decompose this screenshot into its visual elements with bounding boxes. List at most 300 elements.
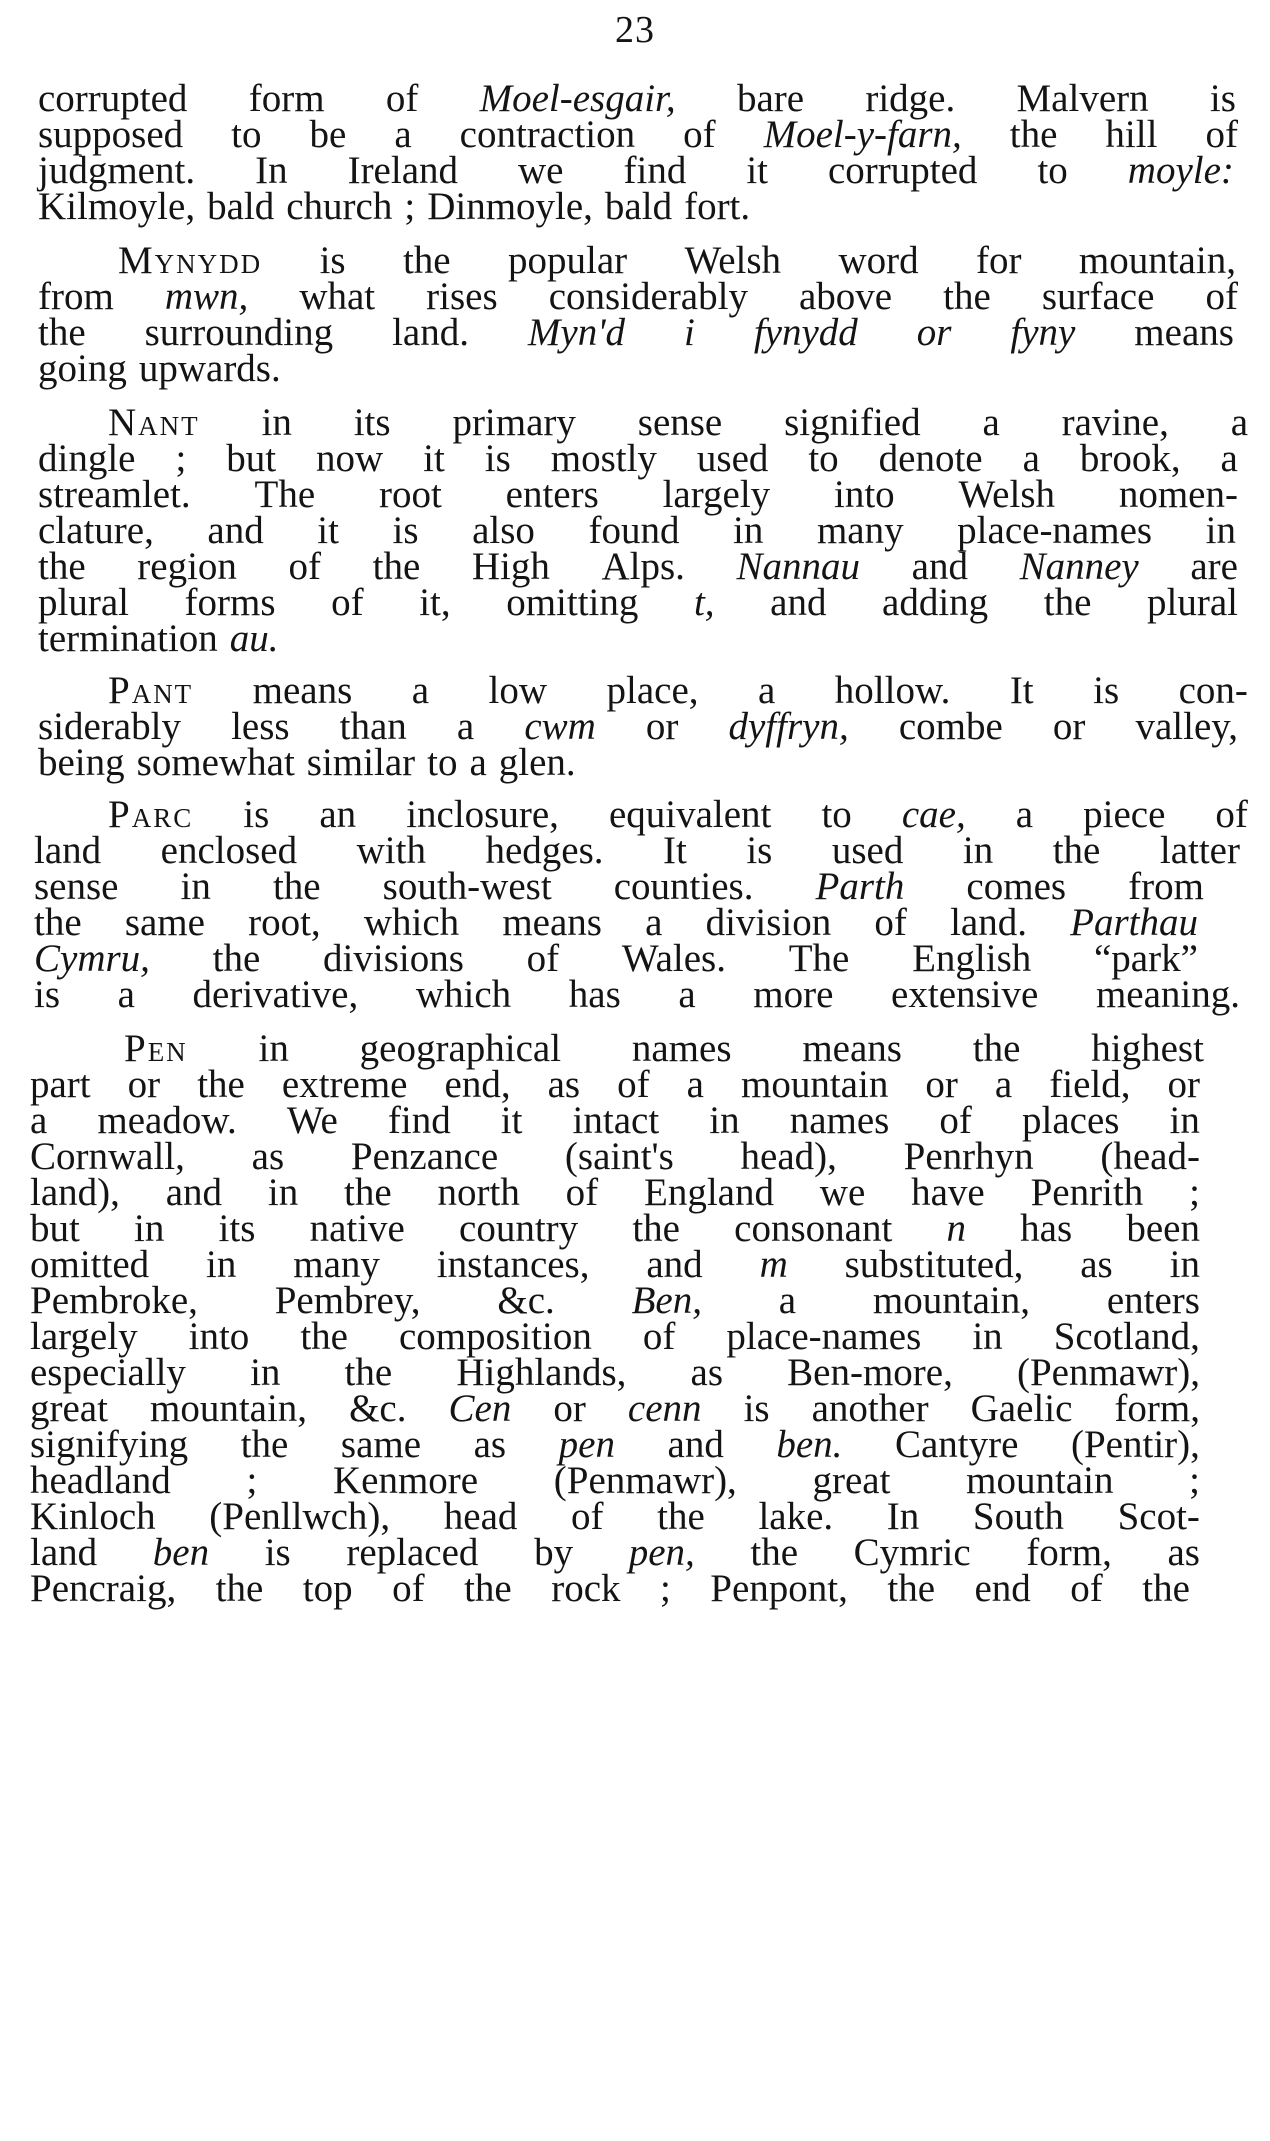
word: mountain	[741, 1063, 889, 1106]
word: a	[1015, 793, 1034, 836]
word: of	[683, 113, 716, 156]
word: Kinloch	[30, 1495, 156, 1538]
word: as	[547, 1063, 581, 1106]
word: i	[684, 311, 695, 354]
word: the	[344, 1351, 393, 1394]
word: ridge.	[865, 77, 956, 120]
word: or	[925, 1063, 958, 1106]
word: Alps.	[601, 545, 685, 588]
word: Pembrey,	[274, 1279, 421, 1322]
word: signified	[784, 401, 921, 444]
word: (saint's	[564, 1135, 674, 1178]
word: more	[753, 973, 834, 1016]
word: Penrhyn	[903, 1135, 1034, 1178]
word: a	[778, 1279, 797, 1322]
word: the	[943, 275, 991, 318]
word: pen,	[628, 1531, 695, 1574]
word: nomen-	[1118, 473, 1238, 516]
word: and	[770, 581, 827, 624]
word: or	[127, 1063, 161, 1106]
word: end,	[444, 1063, 511, 1106]
word: ;	[1189, 1171, 1200, 1214]
word: of	[1205, 275, 1238, 318]
word: plural	[1147, 581, 1238, 624]
word: used	[831, 829, 904, 872]
word: the	[212, 937, 261, 980]
word: a	[1022, 437, 1040, 480]
word: surrounding	[144, 311, 334, 354]
word: a	[758, 669, 776, 712]
word: and	[667, 1423, 724, 1466]
word: &c.	[349, 1387, 407, 1430]
word: it	[423, 437, 445, 480]
word: as	[690, 1351, 724, 1394]
word: the	[38, 545, 86, 588]
word: (Penmawr),	[1016, 1351, 1200, 1394]
word: Highlands,	[456, 1351, 627, 1394]
word: find	[387, 1099, 451, 1142]
word: a	[411, 669, 430, 712]
word: a	[1220, 437, 1238, 480]
word: used	[696, 437, 769, 480]
word: Pen	[124, 1027, 188, 1070]
word: English	[912, 937, 1032, 980]
word: (head-	[1100, 1135, 1200, 1178]
word: an	[319, 793, 357, 836]
word: by	[534, 1531, 574, 1574]
word: a	[469, 741, 487, 784]
word: same	[340, 1423, 422, 1466]
word: means	[502, 901, 602, 944]
word: another	[811, 1387, 929, 1430]
word: of	[526, 937, 560, 980]
word: form,	[1026, 1531, 1112, 1574]
word: than	[339, 705, 407, 748]
word: to	[1037, 149, 1068, 192]
word: of	[288, 545, 322, 588]
word: forms	[184, 581, 276, 624]
word: Ireland	[347, 149, 459, 192]
word: Malvern	[1016, 77, 1149, 120]
word: head	[443, 1495, 518, 1538]
word: hollow.	[834, 669, 951, 712]
word: place,	[606, 669, 699, 712]
word: headland	[30, 1459, 171, 1502]
word: geographical	[359, 1027, 562, 1070]
word: in	[962, 829, 994, 872]
word: same	[124, 901, 205, 944]
word: land.	[950, 901, 1027, 944]
word: rises	[426, 275, 498, 318]
word: contraction	[459, 113, 636, 156]
word: The	[788, 937, 850, 980]
word: found	[588, 509, 680, 552]
word: largely	[662, 473, 771, 516]
word: The	[254, 473, 316, 516]
word: the	[372, 545, 421, 588]
word: for	[976, 239, 1022, 282]
word: of	[939, 1099, 972, 1142]
word: top	[302, 1567, 353, 1610]
word: end	[974, 1567, 1031, 1610]
word: place-names	[957, 509, 1153, 552]
word: to	[821, 793, 852, 836]
word: pen	[558, 1423, 615, 1466]
word: ravine,	[1061, 401, 1169, 444]
word: but	[30, 1207, 80, 1250]
word: is	[1093, 669, 1120, 712]
word: counties.	[613, 865, 754, 908]
word: field,	[1049, 1063, 1131, 1106]
word: enters	[1106, 1279, 1200, 1322]
word: omitting	[506, 581, 639, 624]
word: popular	[508, 239, 628, 282]
word: north	[437, 1171, 520, 1214]
word: is	[746, 829, 773, 872]
word: also	[472, 509, 535, 552]
word: the	[34, 901, 82, 944]
word: what	[299, 275, 376, 318]
word: supposed	[38, 113, 184, 156]
word: dingle	[38, 437, 136, 480]
word: in	[1169, 1099, 1200, 1142]
word: land.	[392, 311, 469, 354]
word: a	[1230, 401, 1248, 444]
word: be	[309, 113, 347, 156]
word: of	[1070, 1567, 1103, 1610]
word: above	[798, 275, 893, 318]
word: adding	[882, 581, 989, 624]
word: ;	[1189, 1459, 1200, 1502]
word: in	[1205, 509, 1236, 552]
word: many	[293, 1243, 380, 1286]
word: hedges.	[485, 829, 604, 872]
word: sense	[637, 401, 723, 444]
word: Kilmoyle,	[38, 185, 196, 228]
word: in	[180, 865, 211, 908]
word: as	[251, 1135, 285, 1178]
word: in	[1169, 1243, 1200, 1286]
word: a	[394, 113, 412, 156]
word: the	[1009, 113, 1058, 156]
word: England	[644, 1171, 774, 1214]
word: have	[911, 1171, 985, 1214]
word: and	[165, 1171, 223, 1214]
word: of	[565, 1171, 599, 1214]
word: considerably	[548, 275, 748, 318]
word: less	[231, 705, 290, 748]
word: south-west	[382, 865, 552, 908]
word: native	[309, 1207, 405, 1250]
word: being	[38, 741, 125, 784]
word: the	[632, 1207, 680, 1250]
word: names	[631, 1027, 732, 1070]
word: it	[317, 509, 339, 552]
word: Pant	[108, 669, 194, 712]
word: derivative,	[192, 973, 359, 1016]
word: in	[261, 401, 292, 444]
word: the	[300, 1315, 348, 1358]
word: the	[272, 865, 321, 908]
word: intact	[572, 1099, 660, 1142]
word: root,	[248, 901, 321, 944]
word: as	[1080, 1243, 1113, 1286]
word: ;	[659, 1567, 671, 1610]
word: Cymru,	[34, 937, 150, 980]
word: find	[623, 149, 687, 192]
word: of	[642, 1315, 676, 1358]
word: a	[686, 1063, 704, 1106]
word: valley,	[1135, 705, 1238, 748]
word: corrupted	[38, 77, 188, 120]
word: or	[1052, 705, 1086, 748]
word: extensive	[891, 973, 1039, 1016]
word: latter	[1159, 829, 1240, 872]
word: mountain,	[1078, 239, 1236, 282]
word: highest	[1091, 1027, 1204, 1070]
text-line	[38, 184, 750, 230]
text-line	[38, 346, 281, 392]
word: from	[38, 275, 114, 318]
word: Penzance	[350, 1135, 499, 1178]
word: especially	[30, 1351, 186, 1394]
word: great	[812, 1459, 891, 1502]
word: into	[834, 473, 895, 516]
word: largely	[30, 1315, 138, 1358]
word: ben	[152, 1531, 210, 1574]
page-number: 23	[615, 9, 655, 51]
word: been	[1126, 1207, 1200, 1250]
word: the	[344, 1171, 392, 1214]
text-line	[38, 740, 576, 786]
word: Pembroke,	[30, 1279, 198, 1322]
word: In	[255, 149, 288, 192]
word: place-names	[726, 1315, 922, 1358]
word: primary	[452, 401, 576, 444]
word: Parc	[108, 793, 194, 836]
word: places	[1021, 1099, 1120, 1142]
word: bald	[207, 185, 275, 228]
word: church	[286, 185, 393, 228]
word: part	[30, 1063, 91, 1106]
word: mountain,	[872, 1279, 1030, 1322]
word: of	[392, 1567, 425, 1610]
word: is	[392, 509, 419, 552]
word: to	[808, 437, 839, 480]
word: as	[473, 1423, 507, 1466]
word: country	[459, 1207, 579, 1250]
word: comes	[966, 865, 1067, 908]
word: ;	[175, 437, 187, 480]
word: It	[1009, 669, 1034, 712]
word: ;	[246, 1459, 258, 1502]
word: of	[1205, 113, 1238, 156]
word: which	[363, 901, 460, 944]
word: and	[646, 1243, 703, 1286]
word: moyle:	[1127, 149, 1234, 192]
word: the	[1052, 829, 1101, 872]
word: Ben,	[631, 1279, 702, 1322]
word: is	[743, 1387, 770, 1430]
word: the	[197, 1063, 245, 1106]
word: Cantyre	[894, 1423, 1019, 1466]
word: going	[38, 347, 127, 390]
word: inclosure,	[406, 793, 559, 836]
word: Nanney	[1019, 545, 1139, 588]
word: great	[30, 1387, 108, 1430]
word: substituted,	[844, 1243, 1024, 1286]
word: of	[331, 581, 364, 624]
word: in	[250, 1351, 281, 1394]
word: a	[645, 901, 663, 944]
word: from	[1128, 865, 1204, 908]
word: of	[385, 77, 419, 120]
word: Kenmore	[332, 1459, 479, 1502]
word: with	[356, 829, 426, 872]
word: fort.	[684, 185, 751, 228]
word: division	[705, 901, 832, 944]
word: the	[1043, 581, 1092, 624]
word: the	[887, 1567, 936, 1610]
word: in	[206, 1243, 237, 1286]
word: divisions	[323, 937, 464, 980]
word: Gaelic	[970, 1387, 1073, 1430]
word: cwm	[524, 705, 596, 748]
word: enters	[505, 473, 599, 516]
word: are	[1190, 545, 1238, 588]
word: and	[207, 509, 264, 552]
text-line	[34, 972, 1240, 1018]
word: and	[911, 545, 968, 588]
word: t,	[693, 581, 715, 624]
word: or	[645, 705, 679, 748]
word: Wales.	[621, 937, 726, 980]
word: root	[378, 473, 442, 516]
word: low	[488, 669, 548, 712]
word: Pencraig,	[30, 1567, 177, 1610]
word: the	[464, 1567, 512, 1610]
word: in	[709, 1099, 740, 1142]
word: au.	[229, 617, 279, 660]
word: a	[456, 705, 475, 748]
word: bald	[604, 185, 673, 228]
word: con-	[1178, 669, 1248, 712]
word: extreme	[281, 1063, 408, 1106]
word: land	[30, 1531, 98, 1574]
word: the	[657, 1495, 705, 1538]
word: or	[1167, 1063, 1200, 1106]
word: form	[248, 77, 325, 120]
word: in	[972, 1315, 1003, 1358]
word: the	[1142, 1567, 1190, 1610]
word: in	[258, 1027, 289, 1070]
text-line	[30, 1566, 1190, 1612]
word: glen.	[498, 741, 576, 784]
word: word	[838, 239, 919, 282]
word: fyny	[1010, 311, 1076, 354]
word: upwards.	[138, 347, 281, 390]
word: but	[226, 437, 277, 480]
word: the	[402, 239, 451, 282]
word: (Penllwch),	[209, 1495, 391, 1538]
word: now	[316, 437, 384, 480]
word: names	[789, 1099, 890, 1142]
word: In	[886, 1495, 920, 1538]
word: enclosed	[160, 829, 298, 872]
word: as	[1167, 1531, 1200, 1574]
word: has	[568, 973, 621, 1016]
word: is	[484, 437, 511, 480]
word: combe	[898, 705, 1003, 748]
word: replaced	[346, 1531, 479, 1574]
word: (Pentir),	[1071, 1423, 1200, 1466]
word: South	[972, 1495, 1064, 1538]
word: Cymric	[853, 1531, 971, 1574]
word: It	[663, 829, 687, 872]
word: hill	[1105, 113, 1158, 156]
word: in	[733, 509, 764, 552]
word: the	[750, 1531, 799, 1574]
word: cenn	[627, 1387, 702, 1430]
word: the	[972, 1027, 1021, 1070]
word: to	[231, 113, 262, 156]
word: a	[30, 1099, 48, 1142]
word: the	[38, 311, 86, 354]
word: means	[802, 1027, 902, 1070]
word: &c.	[497, 1279, 555, 1322]
word: meaning.	[1095, 973, 1240, 1016]
word: Cen	[448, 1387, 512, 1430]
word: n	[946, 1207, 966, 1250]
word: lake.	[758, 1495, 834, 1538]
word: We	[286, 1099, 338, 1142]
word: or	[916, 311, 952, 354]
word: many	[816, 509, 904, 552]
word: to	[427, 741, 458, 784]
word: surface	[1041, 275, 1155, 318]
word: we	[819, 1171, 866, 1214]
word: Moel-y-farn,	[763, 113, 962, 156]
word: mountain,	[149, 1387, 308, 1430]
word: Welsh	[958, 473, 1056, 516]
word: form,	[1114, 1387, 1200, 1430]
word: (Penmawr),	[553, 1459, 737, 1502]
word: “park”	[1093, 937, 1198, 980]
word: which	[415, 973, 512, 1016]
word: of	[874, 901, 907, 944]
word: cae,	[901, 793, 966, 836]
word: is	[34, 973, 61, 1016]
word: fynydd	[753, 311, 858, 354]
word: means	[252, 669, 353, 712]
word: is	[1209, 77, 1236, 120]
word: corrupted	[828, 149, 978, 192]
word: Cornwall,	[30, 1135, 185, 1178]
word: of	[571, 1495, 604, 1538]
text-line	[38, 616, 279, 662]
word: plural	[38, 581, 129, 624]
word: it	[500, 1099, 523, 1142]
word: the	[240, 1423, 289, 1466]
word: somewhat	[136, 741, 295, 784]
word: similar	[306, 741, 416, 784]
word: streamlet.	[38, 473, 191, 516]
word: its	[218, 1207, 256, 1250]
word: Dinmoyle,	[427, 185, 593, 228]
word: has	[1020, 1207, 1073, 1250]
word: of	[1215, 793, 1248, 836]
word: is	[319, 239, 346, 282]
